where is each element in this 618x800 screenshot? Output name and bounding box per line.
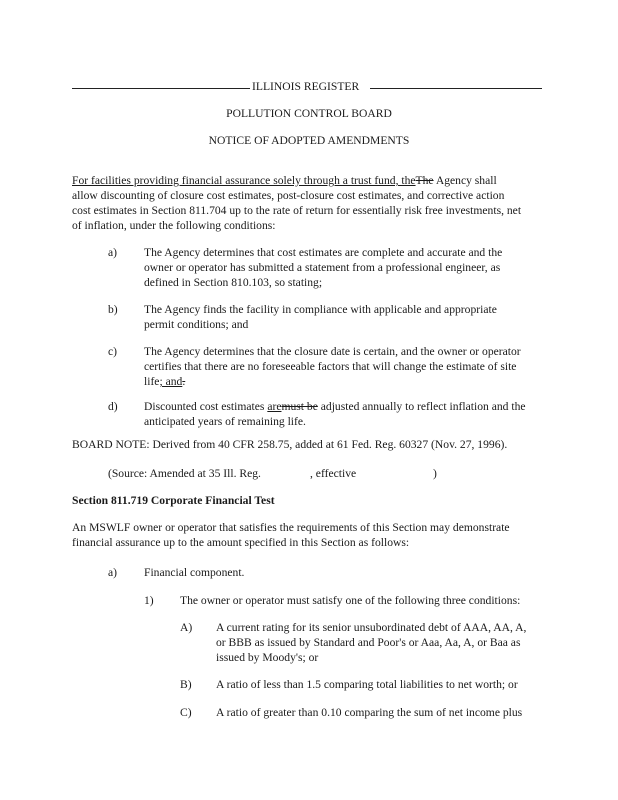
condition-b-line-1: The Agency finds the facility in compliance with applicable and appropriate (144, 303, 497, 316)
subsection-1-label: 1) (144, 594, 154, 607)
section-para-line-2: financial assurance up to the amount specified in this Section as follows: (72, 536, 410, 549)
item-a-text (216, 620, 556, 665)
section-paragraph (72, 520, 552, 550)
condition-c-plain: life (144, 375, 160, 388)
intro-line-4: of inflation, under the following conditions: (72, 219, 276, 232)
condition-d-inserted: are (267, 400, 282, 413)
condition-b-text (144, 302, 554, 332)
section-heading-text: Section 811.719 Corporate Financial Test (72, 494, 275, 507)
item-b-line-1: A ratio of less than 1.5 comparing total liabilities to net worth; or (216, 678, 518, 691)
condition-c-line-2: certifies that there are no foreseeable factors that will change the estimate of site (144, 360, 517, 373)
condition-d-line-1 (144, 399, 556, 414)
item-a-label: A) (180, 621, 193, 634)
condition-a-line-1: The Agency determines that cost estimates are complete and accurate and the (144, 246, 503, 259)
register-title: ILLINOIS REGISTER (252, 80, 360, 93)
item-a-line-3: issued by Moody's; or (216, 651, 319, 664)
subsection-a-text: Financial component. (144, 566, 245, 579)
condition-c-deleted: . (182, 375, 186, 388)
item-c-text (216, 705, 556, 720)
item-a-line-2: or BBB as issued by Standard and Poor's or Aaa, Aa, A, or Baa as (216, 636, 521, 649)
subsection-a-label: a) (108, 566, 118, 579)
item-b-text (216, 677, 556, 692)
board-note: BOARD NOTE: Derived from 40 CFR 258.75, added at 61 Fed. Reg. 60327 (Nov. 27, 1996). (72, 438, 508, 451)
condition-a-text (144, 245, 554, 290)
notice-title: NOTICE OF ADOPTED AMENDMENTS (208, 134, 410, 147)
item-a-line-1: A current rating for its senior unsubordinated debt of AAA, AA, A, (216, 621, 527, 634)
header-rule-left (72, 88, 250, 89)
source-close: ) (433, 467, 437, 480)
condition-d-text (144, 399, 556, 429)
condition-c-label: c) (108, 345, 118, 358)
item-c-line-1: A ratio of greater than 0.10 comparing the sum of net income plus (216, 706, 523, 719)
intro-inserted-text: For facilities providing financial assurance solely through a trust fund, the (72, 174, 416, 187)
condition-d-line-2: anticipated years of remaining life. (144, 415, 306, 428)
intro-line-3: cost estimates in Section 811.704 up to the rate of return for essentially risk free investments, net (72, 204, 522, 217)
header-rule-right (370, 88, 542, 89)
section-heading (72, 493, 275, 508)
condition-d-text-b: adjusted annually to reflect inflation and the (317, 400, 526, 413)
condition-c-line-3 (144, 374, 554, 389)
condition-b-line-2: permit conditions; and (144, 318, 249, 331)
item-c-label: C) (180, 706, 192, 719)
intro-rest: Agency shall (433, 174, 497, 187)
source-effective: , effective (310, 467, 357, 480)
section-para-line-1: An MSWLF owner or operator that satisfies the requirements of this Section may demonstrate (72, 521, 510, 534)
source-prefix: (Source: Amended at 35 Ill. Reg. (108, 467, 261, 480)
condition-c-inserted: ; and (159, 375, 183, 388)
item-b-label: B) (180, 678, 192, 691)
condition-d-deleted: must be (281, 400, 318, 413)
intro-deleted-text: The (415, 174, 434, 187)
condition-c-line-1: The Agency determines that the closure date is certain, and the owner or operator (144, 345, 521, 358)
condition-a-line-2: owner or operator has submitted a statement from a professional engineer, as (144, 261, 501, 274)
condition-d-label: d) (108, 400, 118, 413)
board-title: POLLUTION CONTROL BOARD (226, 107, 392, 120)
condition-c-text (144, 344, 554, 389)
intro-line-1 (72, 173, 552, 188)
condition-d-text-a: Discounted cost estimates (144, 400, 268, 413)
intro-line-2: allow discounting of closure cost estimates, post-closure cost estimates, and corrective action (72, 189, 505, 202)
subsection-1-text: The owner or operator must satisfy one of the following three conditions: (180, 594, 521, 607)
intro-paragraph (72, 173, 552, 233)
condition-a-label: a) (108, 246, 118, 259)
condition-b-label: b) (108, 303, 118, 316)
condition-a-line-3: defined in Section 810.103, so stating; (144, 276, 323, 289)
